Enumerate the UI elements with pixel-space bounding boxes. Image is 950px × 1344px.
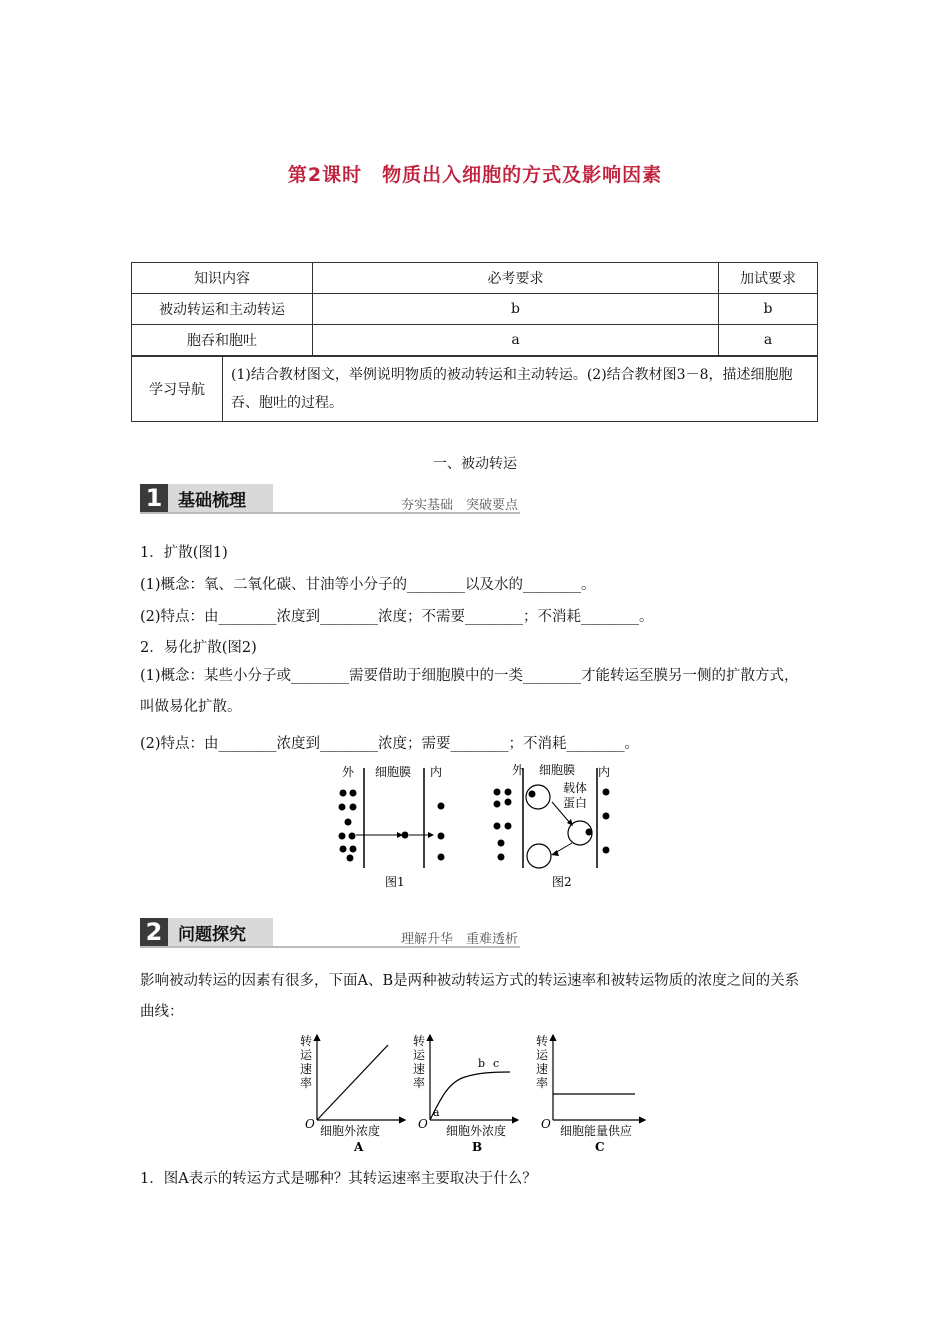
graph-b-xlabel: 细胞外浓度: [446, 1124, 507, 1138]
table-header-row: [132, 263, 818, 294]
table-header-cell: 知识内容: [132, 263, 313, 294]
graph-c: [536, 1033, 645, 1154]
fig2-in-label: 内: [598, 765, 611, 779]
graph-a-xlabel: 细胞外浓度: [320, 1124, 381, 1138]
text-line: 2．易化扩散(图2): [140, 640, 257, 656]
text-line: (1)概念：氧、二氧化碳、甘油等小分子的________以及水的________。: [140, 577, 596, 593]
section-banner-inquiry: [140, 918, 520, 948]
text-paragraph: (1)概念：某些小分子或________需要借助于细胞膜中的一类________才能转运至膜另一侧的扩散方式，叫做易化扩散。: [140, 668, 799, 715]
graph-a-origin: O: [305, 1117, 315, 1131]
graph-c-caption: C: [595, 1140, 605, 1154]
graph-b-ylabel: 率: [413, 1076, 426, 1090]
fig2-carrier-protein-top: [526, 785, 550, 809]
question-line: 1．图A表示的转运方式是哪种？其转运速率主要取决于什么？: [140, 1171, 537, 1187]
guide-text: (1)结合教材图文，举例说明物质的被动转运和主动转运。(2)结合教材图3－8，描述细胞胞吞、胞吐的过程。: [223, 357, 818, 422]
fig2-arrow-2: [555, 843, 572, 853]
fig1-arrowhead: [397, 832, 403, 838]
text-paragraph: 影响被动转运的因素有很多，下面A、B是两种被动转运方式的转运速率和被转运物质的浓度之间的关系曲线：: [140, 973, 800, 1020]
text-line: (2)特点：由________浓度到________浓度；需要________；不消耗________。: [140, 736, 640, 752]
table-row: [132, 325, 818, 356]
graph-a-ylabel: 速: [300, 1062, 313, 1076]
graph-a-caption: A: [354, 1140, 364, 1154]
fig2-caption: 图2: [552, 875, 572, 889]
requirements-table: [131, 262, 818, 356]
banner-subtitle: 夯实基础 突破要点: [400, 498, 518, 513]
graph-c-ylabel: 速: [536, 1062, 549, 1076]
fig2-molecules: [494, 789, 610, 861]
fig2-out-label: 外: [512, 763, 525, 777]
fig2-carrier-protein-bottom: [527, 844, 551, 868]
banner-subtitle: 理解升华 重难透析: [400, 932, 518, 947]
fig1-arrowhead-2: [428, 832, 434, 838]
graph-b-point-c: c: [493, 1057, 500, 1070]
graph-a: [300, 1033, 405, 1154]
banner-number: 1: [140, 484, 168, 512]
page-title: 第2课时 物质出入细胞的方式及影响因素: [287, 164, 663, 186]
table-cell: a: [719, 325, 818, 356]
graph-c-origin: O: [541, 1117, 551, 1131]
guide-label: 学习导航: [132, 357, 223, 422]
fig1-molecules: [339, 790, 445, 862]
figure-2: [494, 763, 611, 889]
table-cell: b: [719, 294, 818, 325]
fig1-in-label: 内: [430, 765, 443, 779]
graph-b: [413, 1033, 518, 1154]
graph-b-ylabel: 运: [413, 1048, 426, 1062]
table-cell: 胞吞和胞吐: [132, 325, 313, 356]
banner-label: 基础梳理: [178, 491, 246, 511]
graph-a-ylabel: 运: [300, 1048, 313, 1062]
graph-c-xlabel: 细胞能量供应: [560, 1124, 633, 1138]
table-cell: b: [313, 294, 719, 325]
table-header-cell: 加试要求: [719, 263, 818, 294]
section-banner-basics: [140, 484, 520, 514]
graph-b-ylabel: 速: [413, 1062, 426, 1076]
section-title: 一、被动转运: [433, 456, 517, 472]
figure-1: [339, 764, 445, 889]
graph-b-ylabel: 转: [413, 1034, 426, 1048]
graph-b-caption: B: [472, 1140, 483, 1154]
diffusion-figures: [320, 760, 630, 895]
table-row: [132, 357, 818, 422]
graph-b-point-a: a: [433, 1106, 440, 1119]
text-line: 1．扩散(图1): [140, 545, 228, 561]
fig2-carrier-label-2: 蛋白: [563, 796, 588, 810]
guide-table: [131, 356, 818, 422]
fig1-out-label: 外: [342, 765, 355, 779]
graph-a-ylabel: 率: [300, 1076, 313, 1090]
fig2-membrane-label: 细胞膜: [539, 763, 576, 777]
graph-b-origin: O: [418, 1117, 428, 1131]
graph-c-ylabel: 率: [536, 1076, 549, 1090]
table-header-cell: 必考要求: [313, 263, 719, 294]
table-cell: a: [313, 325, 719, 356]
graph-c-ylabel: 运: [536, 1048, 549, 1062]
fig2-carrier-label-1: 载体: [563, 781, 588, 795]
fig1-caption: 图1: [385, 875, 405, 889]
fig1-membrane-label: 细胞膜: [375, 765, 412, 779]
banner-number: 2: [140, 918, 168, 946]
text-line: (2)特点：由________浓度到________浓度；不需要________；不消耗________。: [140, 609, 654, 625]
graph-a-ylabel: 转: [300, 1034, 313, 1048]
table-cell: 被动转运和主动转运: [132, 294, 313, 325]
transport-rate-graphs: [290, 1030, 660, 1158]
graph-a-curve: [317, 1045, 388, 1120]
graph-c-ylabel: 转: [536, 1034, 549, 1048]
graph-b-point-b: b: [478, 1057, 486, 1070]
table-row: [132, 294, 818, 325]
banner-label: 问题探究: [178, 925, 246, 945]
graph-b-curve: [430, 1072, 510, 1120]
